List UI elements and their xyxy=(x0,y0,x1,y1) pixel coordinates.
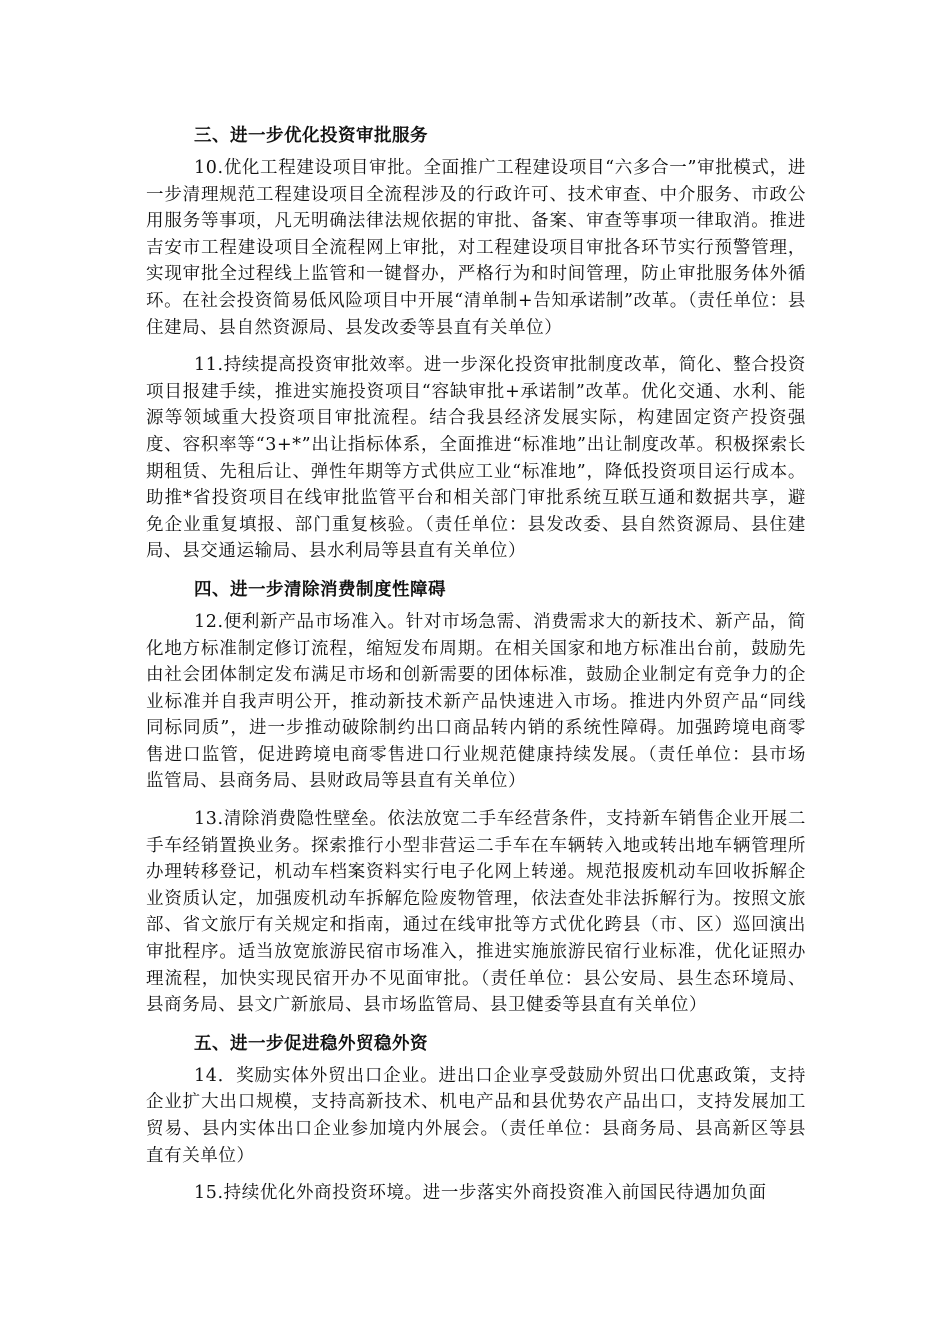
paragraph-item-12: 12.便利新产品市场准入。针对市场急需、消费需求大的新技术、新产品，简化地方标准制定修订流程，缩短发布周期。在相关国家和地方标准出台前，鼓励先由社会团体制定发布满足市场和创新需要的团体标准，鼓励企业制定有竞争力的企业标准并自我声明公开，推动新技术新产品快速进入市场。推进内外贸产品“同线同标同质”，进一步推动破除制约出口商品转内销的系统性障碍。加强跨境电商零售进口监管，促进跨境电商零售进口行业规范健康持续发展。（责任单位：县市场监管局、县商务局、县财政局等县直有关单位） xyxy=(146,611,806,792)
paragraph-item-10: 10.优化工程建设项目审批。全面推广工程建设项目“六多合一”审批模式，进一步清理规范工程建设项目全流程涉及的行政许可、技术审查、中介服务、市政公用服务等事项，凡无明确法律法规依据的审批、备案、审查等事项一律取消。推进吉安市工程建设项目全流程网上审批，对工程建设项目审批各环节实行预警管理，实现审批全过程线上监管和一键督办，严格行为和时间管理，防止审批服务体外循环。在社会投资简易低风险项目中开展“清单制+告知承诺制”改革。（责任单位：县住建局、县自然资源局、县发改委等县直有关单位） xyxy=(146,158,806,338)
paragraph-item-14: 14．奖励实体外贸出口企业。进出口企业享受鼓励外贸出口优惠政策，支持企业扩大出口规模，支持高新技术、机电产品和县优势农产品出口，支持发展加工贸易、县内实体出口企业参加境内外展会。（责任单位：县商务局、县高新区等县直有关单位） xyxy=(146,1065,806,1166)
section-heading-5: 五、进一步促进稳外贸稳外资 xyxy=(194,1033,428,1054)
section-heading-4: 四、进一步清除消费制度性障碍 xyxy=(194,579,446,600)
paragraph-item-13: 13.清除消费隐性壁垒。依法放宽二手车经营条件，支持新车销售企业开展二手车经销置换业务。探索推行小型非营运二手车在车辆转入地或转出地车辆管理所办理转移登记，机动车档案资料实行电子化网上转递。规范报废机动车回收拆解企业资质认定，加强废机动车拆解危险废物管理，依法查处非法拆解行为。按照文旅部、省文旅厅有关规定和指南，通过在线审批等方式优化跨县（市、区）巡回演出审批程序。适当放宽旅游民宿市场准入，推进实施旅游民宿行业标准，优化证照办理流程，加快实现民宿开办不见面审批。（责任单位：县公安局、县生态环境局、县商务局、县文广新旅局、县市场监管局、县卫健委等县直有关单位） xyxy=(146,809,806,1016)
paragraph-item-15: 15.持续优化外商投资环境。进一步落实外商投资准入前国民待遇加负面 xyxy=(194,1183,767,1204)
paragraph-item-11: 11.持续提高投资审批效率。进一步深化投资审批制度改革，简化、整合投资项目报建手续，推进实施投资项目“容缺审批+承诺制”改革。优化交通、水利、能源等领域重大投资项目审批流程。结合我县经济发展实际，构建固定资产投资强度、容积率等“3+*”出让指标体系，全面推进“标准地”出让制度改革。积极探索长期租赁、先租后让、弹性年期等方式供应工业“标准地”，降低投资项目运行成本。助推*省投资项目在线审批监管平台和相关部门审批系统互联互通和数据共享，避免企业重复填报、部门重复核验。（责任单位：县发改委、县自然资源局、县住建局、县交通运输局、县水利局等县直有关单位） xyxy=(146,355,806,562)
section-heading-3: 三、进一步优化投资审批服务 xyxy=(194,126,428,146)
document-body xyxy=(146,122,806,1207)
